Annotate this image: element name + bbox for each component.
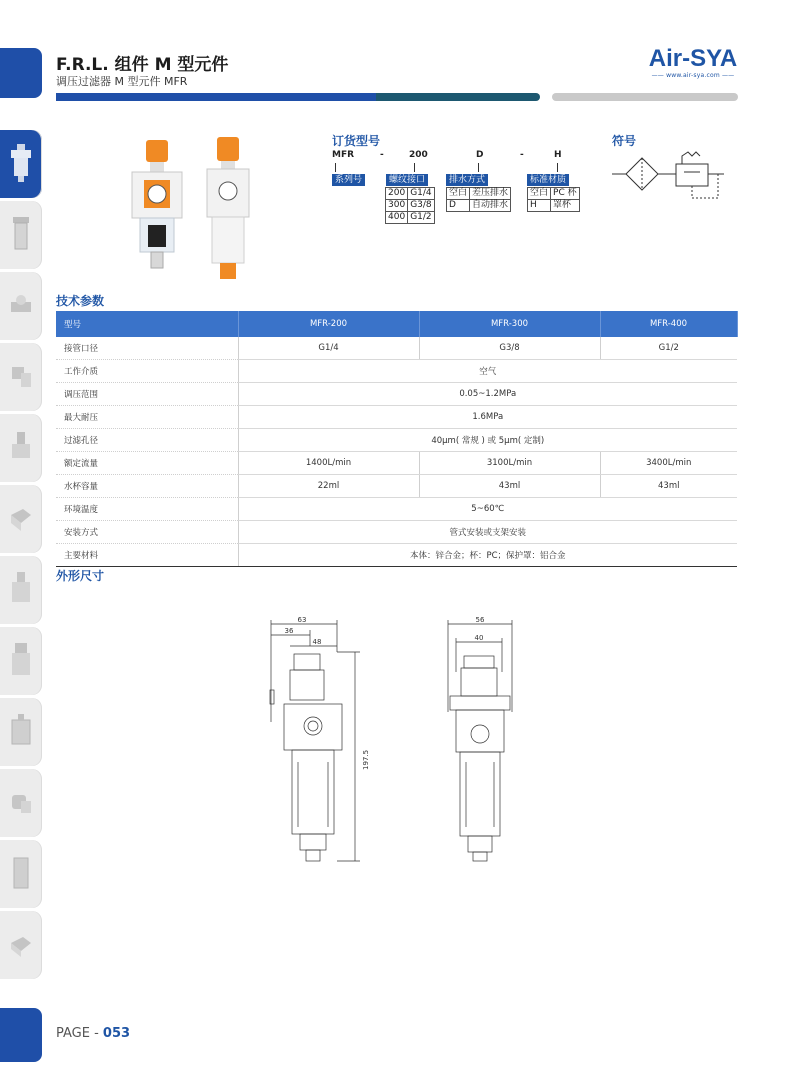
spec-cell: 5~60℃ <box>238 498 737 521</box>
side-tab-silencer[interactable] <box>0 840 42 908</box>
code-value: 空白 <box>447 188 470 200</box>
code-tick <box>557 163 558 172</box>
code-part-material: H <box>554 150 562 160</box>
code-part-port: 200 <box>409 150 428 160</box>
code-desc: G3/8 <box>408 200 434 212</box>
code-group-series: 系列号 <box>332 174 365 186</box>
side-tab-actuator[interactable] <box>0 556 42 624</box>
symbol-title: 符号 <box>612 134 637 148</box>
spec-cell: 0.05~1.2MPa <box>238 383 737 406</box>
spec-label: 主要材料 <box>56 544 238 567</box>
spec-title: 技术参数 <box>56 294 105 308</box>
spec-row <box>56 475 737 498</box>
solenoid-icon <box>9 499 33 539</box>
code-desc: 自动排水 <box>470 200 511 212</box>
side-tab-manifold[interactable] <box>0 627 42 695</box>
spec-cell: 40μm( 常规 ) 或 5μm( 定制) <box>238 429 737 452</box>
spec-label: 过滤孔径 <box>56 429 238 452</box>
footer-corner-tab <box>0 1008 42 1062</box>
brand-logo <box>648 46 738 79</box>
spec-row <box>56 337 737 360</box>
drain-options-table <box>446 187 511 212</box>
spec-row <box>56 406 737 429</box>
spec-label: 环境温度 <box>56 498 238 521</box>
code-part-series: MFR <box>332 150 355 160</box>
spec-header: MFR-300 <box>419 311 600 337</box>
code-desc: 罩杯 <box>551 200 580 212</box>
spec-row <box>56 429 737 452</box>
elbow-fitting-icon <box>9 783 33 823</box>
header-corner-tab <box>0 48 42 98</box>
dim-width-total-side: 56 <box>475 616 485 624</box>
spec-cell: 3400L/min <box>600 452 737 475</box>
code-group-material: 标准材质 <box>527 174 569 186</box>
spec-cell: 本体：锌合金；杯：PC；保护罩：铝合金 <box>238 544 737 567</box>
spec-cell: G1/2 <box>600 337 737 360</box>
order-code-title: 订货型号 <box>332 134 381 148</box>
spec-cell: G1/4 <box>238 337 419 360</box>
spec-header: MFR-400 <box>600 311 737 337</box>
code-desc: G1/4 <box>408 188 434 200</box>
spec-row <box>56 498 737 521</box>
header-bar <box>56 93 376 101</box>
spec-header-row <box>56 311 737 337</box>
code-value: H <box>528 200 551 212</box>
side-tab-cylinder[interactable] <box>0 698 42 766</box>
silencer-icon <box>9 854 33 894</box>
side-tab-fitting[interactable] <box>0 343 42 411</box>
spec-cell: 1400L/min <box>238 452 419 475</box>
spec-row <box>56 544 737 567</box>
header-bar-grey <box>552 93 738 101</box>
dimension-drawing-front <box>262 612 372 872</box>
spec-cell: G3/8 <box>419 337 600 360</box>
spec-header: 型号 <box>56 311 238 337</box>
code-tick <box>335 163 336 172</box>
side-tab-regulator[interactable] <box>0 272 42 340</box>
spec-row <box>56 360 737 383</box>
code-group-drain: 排水方式 <box>446 174 488 186</box>
dim-width-total: 63 <box>297 616 307 624</box>
dim-height: 197.5 <box>362 749 370 770</box>
actuator-icon <box>9 570 33 610</box>
product-photo-side <box>203 135 255 285</box>
page-number <box>56 1026 130 1041</box>
page-title: F.R.L. 组件 M 型元件 <box>56 55 229 75</box>
filter-icon <box>9 215 33 255</box>
side-tab-switch[interactable] <box>0 911 42 979</box>
regulator-icon <box>9 286 33 326</box>
logo-url: —— www.air-sya.com —— <box>651 72 735 79</box>
code-part-drain: D <box>476 150 484 160</box>
code-part-dash-1: - <box>380 150 384 160</box>
spec-label: 额定流量 <box>56 452 238 475</box>
frl-unit-icon <box>9 144 33 184</box>
spec-label: 调压范围 <box>56 383 238 406</box>
spec-label: 水杯容量 <box>56 475 238 498</box>
side-tab-valve[interactable] <box>0 414 42 482</box>
spec-cell: 1.6MPa <box>238 406 737 429</box>
dimension-drawing-side <box>440 612 520 872</box>
spec-row <box>56 521 737 544</box>
spec-cell: 3100L/min <box>419 452 600 475</box>
spec-label: 安装方式 <box>56 521 238 544</box>
code-value: 400 <box>386 212 408 224</box>
dim-width-inner-side: 40 <box>474 634 484 642</box>
valve-icon <box>9 428 33 468</box>
code-value: 300 <box>386 200 408 212</box>
spec-cell: 空气 <box>238 360 737 383</box>
dim-width-left: 36 <box>284 627 294 635</box>
side-tab-filter[interactable] <box>0 201 42 269</box>
spec-cell: 管式安装或支架安装 <box>238 521 737 544</box>
spec-row <box>56 452 737 475</box>
code-tick <box>478 163 479 172</box>
side-tab-solenoid[interactable] <box>0 485 42 553</box>
code-value: 200 <box>386 188 408 200</box>
code-value: D <box>447 200 470 212</box>
code-part-dash-2: - <box>520 150 524 160</box>
fitting-icon <box>9 357 33 397</box>
spec-label: 接管口径 <box>56 337 238 360</box>
header-bar-accent <box>376 93 540 101</box>
material-options-table <box>527 187 580 212</box>
spec-cell: 43ml <box>600 475 737 498</box>
dimensions-title: 外形尺寸 <box>56 569 105 583</box>
spec-cell: 22ml <box>238 475 419 498</box>
spec-header: MFR-200 <box>238 311 419 337</box>
spec-table <box>56 311 738 567</box>
switch-icon <box>9 925 33 965</box>
side-tab-elbow[interactable] <box>0 769 42 837</box>
code-group-port: 螺纹接口 <box>386 174 428 186</box>
spec-row <box>56 383 737 406</box>
page-number-value: 053 <box>102 1026 131 1041</box>
pneumatic-symbol <box>612 148 738 204</box>
port-options-table <box>385 187 435 224</box>
page-prefix: PAGE - <box>56 1026 103 1041</box>
product-photo-front <box>126 135 188 275</box>
dim-width-right: 48 <box>312 638 322 646</box>
code-desc: 差压排水 <box>470 188 511 200</box>
cylinder-icon <box>9 712 33 752</box>
code-tick <box>414 163 415 172</box>
side-tab-frl[interactable] <box>0 130 42 198</box>
spec-label: 工作介质 <box>56 360 238 383</box>
logo-text: Air-SYA <box>648 45 738 72</box>
page-subtitle: 调压过滤器 M 型元件 MFR <box>56 75 188 88</box>
spec-label: 最大耐压 <box>56 406 238 429</box>
spec-cell: 43ml <box>419 475 600 498</box>
code-desc: PC 杯 <box>551 188 580 200</box>
code-value: 空白 <box>528 188 551 200</box>
manifold-icon <box>9 641 33 681</box>
code-desc: G1/2 <box>408 212 434 224</box>
